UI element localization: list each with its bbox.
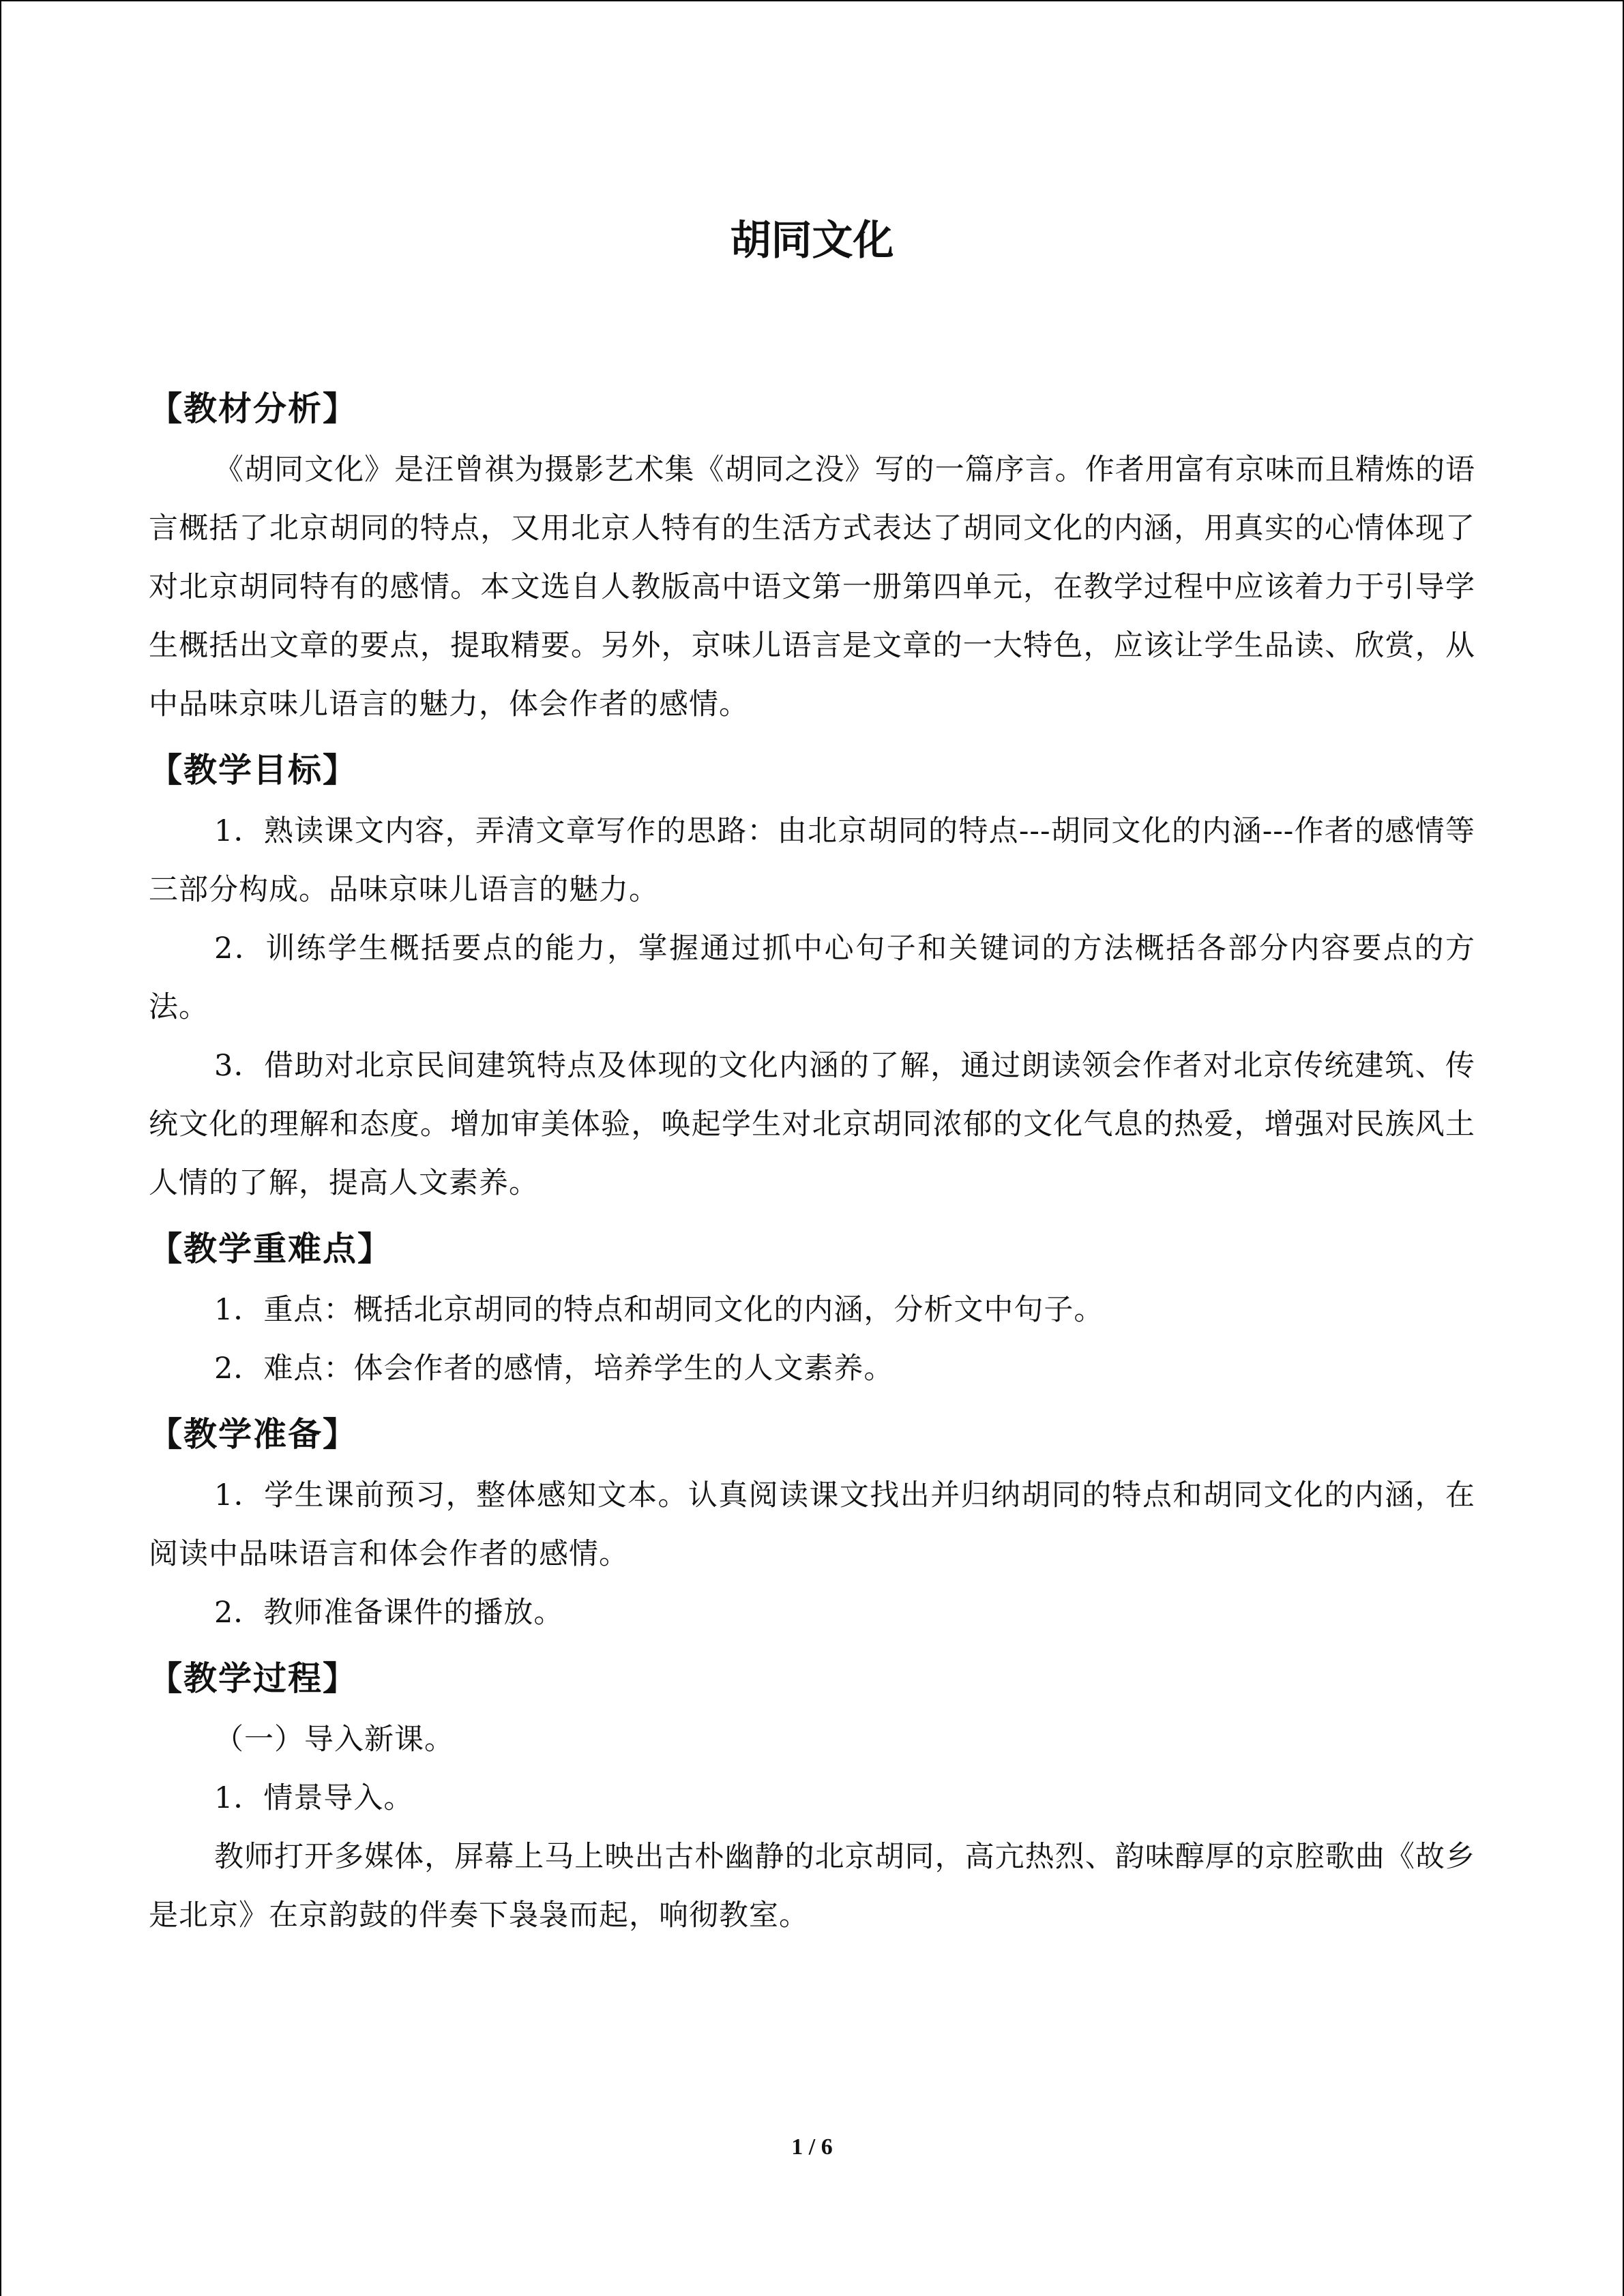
paragraph: 1．学生课前预习，整体感知文本。认真阅读课文找出并归纳胡同的特点和胡同文化的内涵，在阅读中品味语言和体会作者的感情。 [149,1478,1475,1571]
paragraph: （一）导入新课。 [214,1723,454,1757]
section-textbook-analysis [149,382,1475,734]
document-body [149,382,1475,1945]
section-key-difficult-points [149,1222,1475,1398]
paragraph: 1．重点：概括北京胡同的特点和胡同文化的内涵，分析文中句子。 [214,1293,1104,1327]
section-heading: 【教学目标】 [149,751,358,790]
paragraph: 2．训练学生概括要点的能力，掌握通过抓中心句子和关键词的方法概括各部分内容要点的方法。 [149,931,1475,1024]
document-title: 胡同文化 [730,217,894,265]
section-heading: 【教学准备】 [149,1415,358,1454]
page-indicator: 1 / 6 [791,2134,833,2160]
section-teaching-objectives [149,743,1475,1212]
paragraph: 2．教师准备课件的播放。 [214,1596,564,1630]
section-teaching-process [149,1652,1475,1945]
section-heading: 【教学重难点】 [149,1229,393,1268]
section-heading: 【教材分析】 [149,389,358,428]
paragraph: 《胡同文化》是汪曾祺为摄影艺术集《胡同之没》写的一篇序言。作者用富有京味而且精炼的语言概括了北京胡同的特点，又用北京人特有的生活方式表达了胡同文化的内涵，用真实的心情体现了对北京胡同特有的感情。本文选自人教版高中语文第一册第四单元，在教学过程中应该着力于引导学生概括出文章的要点，提取精要。另外，京味儿语言是文章的一大特色，应该让学生品读、欣赏，从中品味京味儿语言的魅力，体会作者的感情。 [149,453,1475,721]
section-teaching-preparation [149,1407,1475,1642]
paragraph: 3．借助对北京民间建筑特点及体现的文化内涵的了解，通过朗读领会作者对北京传统建筑、传统文化的理解和态度。增加审美体验，唤起学生对北京胡同浓郁的文化气息的热爱，增强对民族风土人情的了解，提高人文素养。 [149,1049,1475,1200]
paragraph: 2．难点：体会作者的感情，培养学生的人文素养。 [214,1352,894,1386]
paragraph: 教师打开多媒体，屏幕上马上映出古朴幽静的北京胡同，高亢热烈、韵味醇厚的京腔歌曲《故乡是北京》在京韵鼓的伴奏下袅袅而起，响彻教室。 [149,1840,1475,1933]
section-heading: 【教学过程】 [149,1659,358,1698]
paragraph: 1．情景导入。 [214,1781,414,1815]
paragraph: 1．熟读课文内容，弄清文章写作的思路：由北京胡同的特点---胡同文化的内涵---作者的感情等三部分构成。品味京味儿语言的魅力。 [149,814,1475,907]
